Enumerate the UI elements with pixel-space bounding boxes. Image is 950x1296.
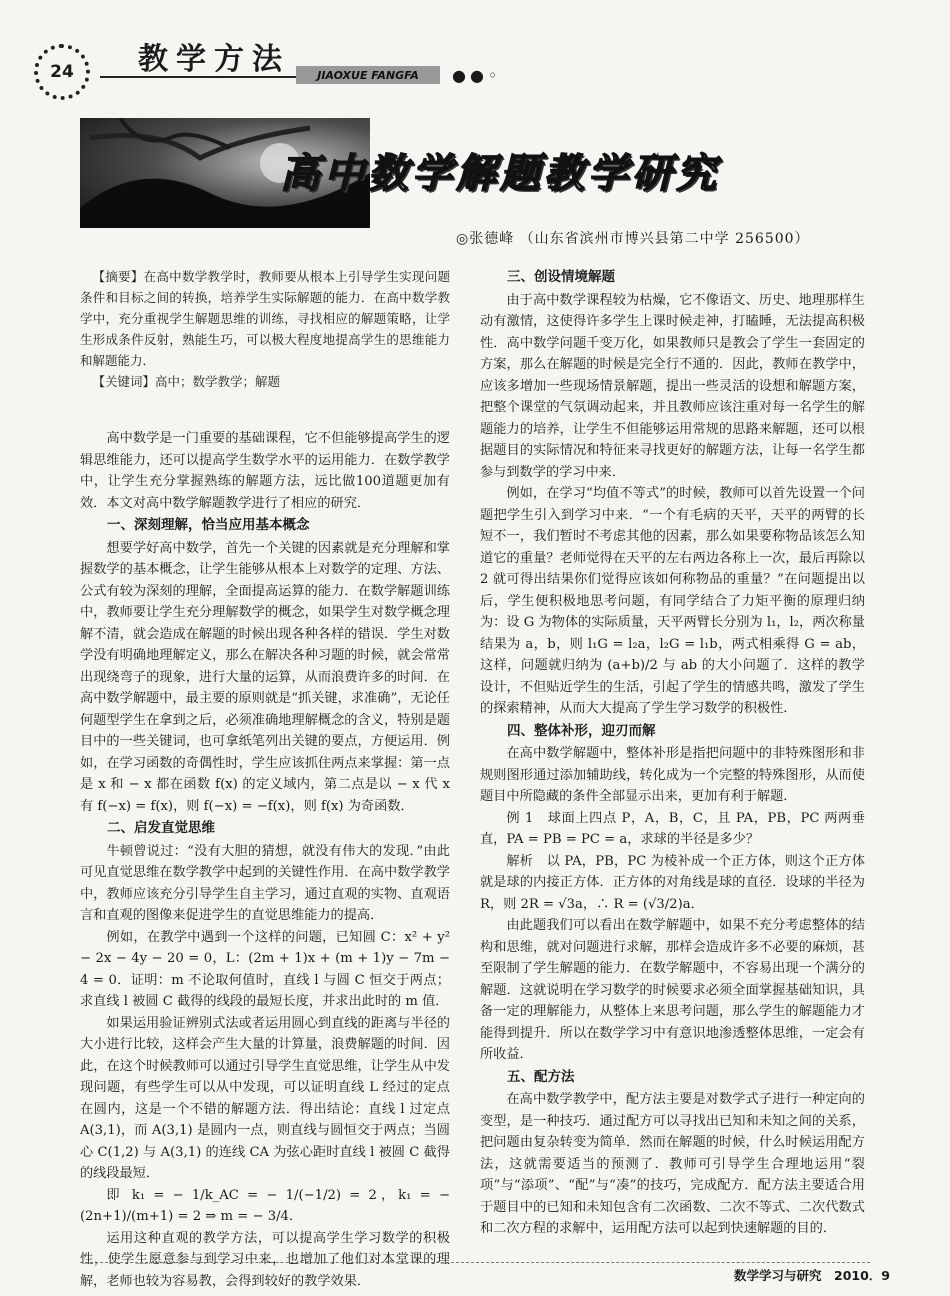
heading-4: 四、整体补形，迎刃而解	[507, 722, 656, 739]
section-title: 教学方法	[138, 42, 290, 77]
paragraph: 牛顿曾说过：“没有大胆的猜想，就没有伟大的发现．”由此可见直觉思维在数学教学中起到的关键性作用．在高中数学教学中，教师应该充分引导学生自主学习，通过直观的实物、直观语言和直观的图像来促进学生的直觉思维能力的提高．	[80, 843, 450, 923]
paragraph: 例如，在学习“均值不等式”的时候，教师可以首先设置一个问题把学生引入到学习中来．“一个有毛病的天平，天平的两臂的长短不一，我们暂时不考虑其他的因素，那么如果要称物品该怎么知道它的重量？老师觉得在天平的左右两边各称上一次，最后再除以 2 就可得出结果你们觉得应该如何称物品的重量？”在问题提出以后，学生便积极地思考问题，有同学结合了力矩平衡的原理归纳为：设 G 为物体的实际质量，天平两臂长分别为 l₁，l₂，两次称量结果为 a，b，则 l₁G = l₂a，l₂G = l₁b，两式相乘得 G = ab，这样，问题就归纳为 (a+b)/2 与 ab 的大小问题了．这样的教学设计，不但贴近学生的生活，引起了学生的情感共鸣，激发了学生的探索精神，从而大大提高了学生学习数学的积极性．	[480, 486, 865, 716]
heading-5: 五、配方法	[507, 1068, 575, 1085]
page-number-badge: 24	[34, 44, 90, 100]
section-title-pinyin: JIAOXUE FANGFA	[296, 66, 440, 84]
left-column	[80, 266, 450, 1292]
paragraph: 在高中数学教学中，配方法主要是对数学式子进行一种定向的变型，是一种技巧．通过配方可以寻找出已知和未知之间的关系，把问题由复杂转变为简单．然而在解题的时候，什么时候运用配方法，这就需要适当的预测了．教师可引导学生合理地运用“裂项”与“添项”、“配”与“凑”的技巧，完成配方．配方法主要适合用于题目中的已知和未知包含有二次函数、二次不等式、二次代数式和二次方程的求解中，运用配方法可以起到快速解题的目的．	[480, 1092, 865, 1236]
paragraph: 例如，在教学中遇到一个这样的问题，已知圆 C：x² + y² − 2x − 4y − 20 = 0，L：(2m + 1)x + (m + 1)y − 7m − 4 = 0．证明：m 不论取何值时，直线 l 与圆 C 恒交于两点；求直线 l 被圆 C 截得的线段的最短长度，并求出此时的 m 值．	[80, 929, 450, 1009]
right-column	[480, 266, 865, 1240]
header-rule	[100, 76, 296, 78]
footer-rule	[80, 1262, 870, 1263]
journal-footer: 数学学习与研究 2010．9	[734, 1268, 890, 1283]
example: 例 1 球面上四点 P，A，B，C，且 PA，PB，PC 两两垂直，PA = PB = PC = a，求球的半径是多少？	[480, 810, 865, 847]
decorative-dots: ●●◦	[452, 66, 502, 85]
paragraph: 在高中数学解题中，整体补形是指把问题中的非特殊图形和非规则图形通过添加辅助线，转化成为一个完整的特殊图形，从而使题目中所隐藏的条件全部显示出来，更加有利于解题．	[480, 746, 865, 804]
paragraph: 由此题我们可以看出在数学解题中，如果不充分考虑整体的结构和思维，就对问题进行求解，那样会造成许多不必要的麻烦，甚至限制了学生解题的能力．在数学解题中，不容易出现一个满分的解题．这就说明在学习数学的时候要求必须全面掌握基础知识，具备一定的理解能力，从整体上来思考问题，那么学生的解题能力才能得到提升．所以在数学学习中有意识地渗透整体思维，一定会有所收益．	[480, 918, 865, 1062]
paragraph: 如果运用验证辨别式法或者运用圆心到直线的距离与半径的大小进行比较，这样会产生大量的计算量，浪费解题的时间．因此，在这个时候教师可以通过引导学生直觉思维，让学生从中发现问题，有些学生可以从中发现，可以证明直线 L 经过的定点在圆内，这是一个不错的解题方法．得出结论：直线 l 过定点 A(3,1)，而 A(3,1) 是圆内一点，则直线与圆恒交于两点；当圆心 C(1,2) 与 A(3,1) 的连线 CA 为弦心距时直线 l 被圆 C 截得的线段最短．	[80, 1015, 450, 1181]
paragraph: 想要学好高中数学，首先一个关键的因素就是充分理解和掌握数学的基本概念，让学生能够从根本上对数学的定理、方法、公式有较为深刻的理解，全面提高运算的能力．在数学解题训练中，教师要让学生充分理解数学的概念，如果学生对数学概念理解不清，就会造成在解题的时候出现各种各样的错误．学生对数学没有明确地理解定义，那么在解决各种习题的时候，就会常常出现绕弯子的现象，进行大量的运算，从而浪费许多的时间．在高中数学解题中，最主要的原则就是“抓关键，求准确”，无论任何题型学生在拿到之后，必须准确地理解概念的含义，特别是题目中的一些关键词，也可拿纸笔列出关键的要点，方便运用．例如，在学习函数的奇偶性时，学生应该抓住两点来掌握：第一点是 x 和 − x 都在函数 f(x) 的定义域内，第二点是以 − x 代 x 有 f(−x) = f(x)，则 f(−x) = −f(x)，则 f(x) 为奇函数．	[80, 540, 450, 814]
article-title: 高中数学解题教学研究	[280, 150, 720, 197]
solution: 解析 以 PA，PB，PC 为棱补成一个正方体，则这个正方体就是球的内接正方体．正方体的对角线是球的直径．设球的半径为 R，则 2R = √3a，∴ R = (√3/2)a．	[480, 853, 865, 912]
keywords: 【关键词】高中；数学教学；解题	[92, 374, 281, 389]
formula: 即 k₁ = − 1/k_AC = − 1/(−1/2) = 2，k₁ = − (2n+1)/(m+1) = 2 ⇒ m = − 3/4．	[80, 1187, 450, 1224]
paragraph: 由于高中数学课程较为枯燥，它不像语文、历史、地理那样生动有激情，这使得许多学生上课时候走神，打瞌睡，无法提高积极性．高中数学问题千变万化，如果教师只是教会了学生一套固定的方案，那么在解题的时候是完全行不通的．因此，教师在教学中，应该多增加一些现场情景解题，提出一些灵活的设想和解题方案，把整个课堂的气氛调动起来，并且教师应该注重对每一名学生的解题能力的培养，让学生不但能够运用常规的思路来解题，还可以根据题目的实际情况和特征来寻找更好的解题方法，让每一名学生都参与到数学的学习中来．	[480, 292, 865, 480]
heading-1: 一、深刻理解，恰当应用基本概念	[107, 517, 310, 533]
abstract: 【摘要】在高中数学教学时，教师要从根本上引导学生实现问题条件和目标之间的转换，培养学生实际解题的能力．在高中数学教学中，充分重视学生解题思维的训练，寻找相应的解题策略，让学生形成条件反射，熟能生巧，可以极大程度地提高学生的思维能力和解题能力．	[80, 269, 450, 368]
author-line: ◎张德峰 （山东省滨州市博兴县第二中学 256500）	[456, 231, 810, 247]
heading-2: 二、启发直觉思维	[107, 820, 215, 836]
intro-paragraph: 高中数学是一门重要的基础课程，它不但能够提高学生的逻辑思维能力，还可以提高学生数学水平的运用能力．在数学教学中，让学生充分掌握熟练的解题方法，远比做100道题更加有效．本文对高中数学解题教学进行了相应的研究．	[80, 431, 450, 511]
paragraph: 运用这种直观的教学方法，可以提高学生学习数学的积极性，使学生愿意参与到学习中来，也增加了他们对本堂课的理解，老师也较为容易教，会得到较好的教学效果．	[80, 1230, 450, 1289]
heading-3: 三、创设情境解题	[507, 269, 615, 285]
